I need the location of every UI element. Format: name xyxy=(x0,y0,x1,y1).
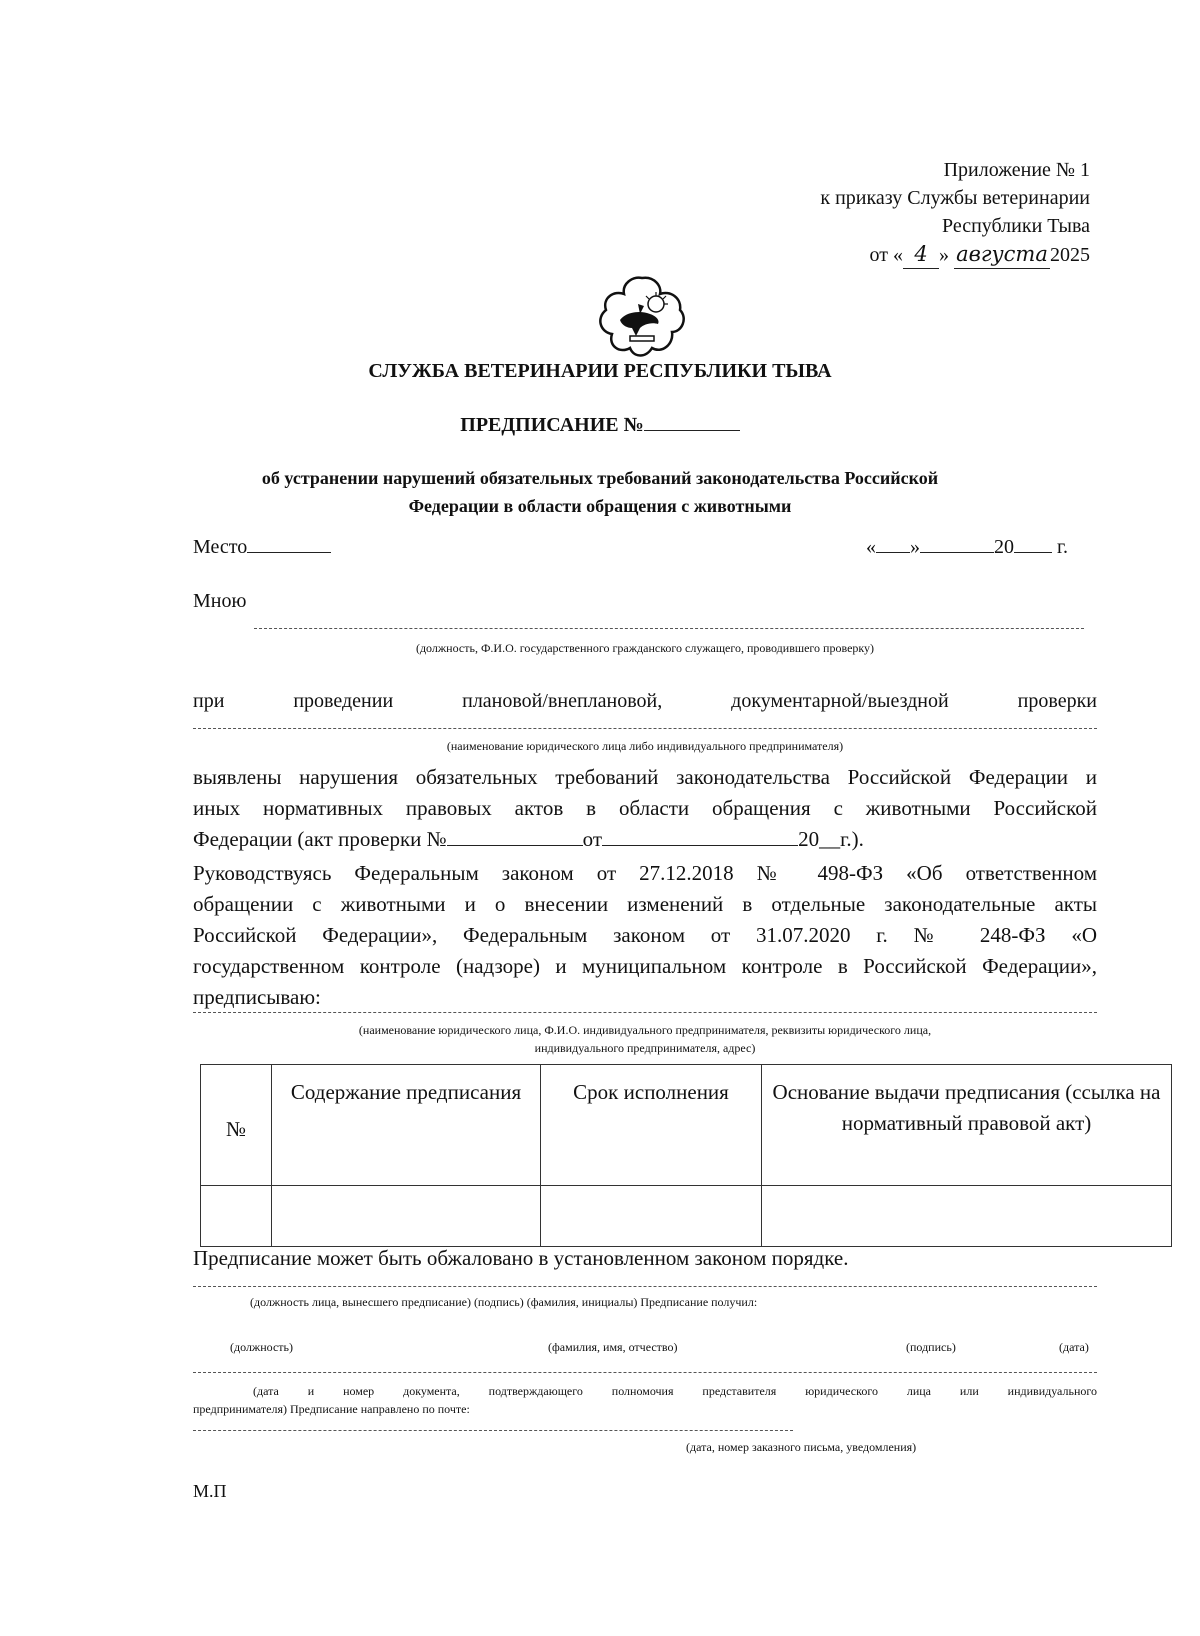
col-deadline-header: Срок исполнения xyxy=(541,1065,762,1186)
requisites-field xyxy=(193,1012,1097,1013)
caption-mail: (дата, номер заказного письма, уведомления) xyxy=(686,1440,917,1454)
place-label: Место xyxy=(193,536,248,558)
col-number-header: № xyxy=(201,1065,272,1186)
recipient-name-label: (фамилия, имя, отчество) xyxy=(548,1340,678,1354)
issuer-field xyxy=(193,1286,1097,1287)
annex-republic: Республики Тыва xyxy=(941,215,1090,237)
recipient-position-label: (должность) xyxy=(230,1340,293,1354)
recipient-field xyxy=(193,1372,1097,1373)
date-month-field xyxy=(920,534,994,553)
doc-number-field xyxy=(644,410,740,431)
date-year-field xyxy=(1014,534,1052,553)
place-row xyxy=(193,534,331,559)
official-field xyxy=(254,628,1084,629)
recipient-date-label: (дата) xyxy=(1059,1340,1089,1354)
annex-date-day: 4 xyxy=(903,240,939,269)
mail-field xyxy=(193,1430,793,1431)
doc-title: ПРЕДПИСАНИЕ № xyxy=(0,410,1200,437)
stamp-place: М.П xyxy=(193,1481,227,1501)
table-row xyxy=(201,1186,1172,1247)
prescription-table xyxy=(200,1064,1172,1247)
annex-date-month: августа xyxy=(954,240,1050,269)
caption-authority: (дата и номер документа, подтверждающего полномочия представителя юридического лица или индивидуального предпринимателя) Предписание направлено по почте: xyxy=(193,1384,1097,1416)
annex-order-ref: к приказу Службы ветеринарии xyxy=(820,187,1090,209)
annex-date-year: 2025 xyxy=(1050,244,1090,266)
table-cell[interactable] xyxy=(762,1186,1172,1247)
by-label: Мною xyxy=(193,590,247,612)
col-basis-header: Основание выдачи предписания (ссылка на нормативный правовой акт) xyxy=(762,1065,1172,1186)
caption-requisites: (наименование юридического лица, Ф.И.О. индивидуального предпринимателя, реквизиты юридического лица, индивидуального предпринимателя, адрес) xyxy=(358,1023,932,1055)
place-field xyxy=(247,534,331,553)
date-day-field xyxy=(876,534,910,553)
recipient-signature-label: (подпись) xyxy=(906,1340,956,1354)
col-content-header: Содержание предписания xyxy=(272,1065,541,1186)
inspection-line: при проведении плановой/внеплановой, документарной/выездной проверки xyxy=(193,690,1097,712)
emblem-tuva-icon xyxy=(596,274,688,360)
annex-number: Приложение № 1 xyxy=(943,159,1090,181)
doc-subtitle: об устранении нарушений обязательных требований законодательства Российской Федерации в области обращения с животными xyxy=(261,468,939,516)
legal-basis-paragraph: Руководствуясь Федеральным законом от 27.12.2018 № 498-ФЗ «Об ответственном обращении с животными и о внесении изменений в отдельные законодательные акты Российской Федерации», Федеральным законом от 31.07.2020 г. № 248-ФЗ «О государственном контроле (надзоре) и муниципальном контроле в Российской Федерации», предписываю: xyxy=(193,861,1097,1009)
table-cell[interactable] xyxy=(541,1186,762,1247)
appeal-note: Предписание может быть обжаловано в установленном законом порядке. xyxy=(193,1246,849,1270)
table-cell[interactable] xyxy=(201,1186,272,1247)
entity-field xyxy=(193,728,1097,729)
date-row: « » 20 г. xyxy=(866,536,1068,558)
caption-issuer: (должность лица, вынесшего предписание) (подпись) (фамилия, инициалы) Предписание получил: xyxy=(250,1295,758,1309)
table-cell[interactable] xyxy=(272,1186,541,1247)
caption-official: (должность, Ф.И.О. государственного гражданского служащего, проводившего проверку) xyxy=(415,641,875,655)
act-date-field xyxy=(602,825,798,846)
act-number-field xyxy=(447,825,583,846)
violations-paragraph: выявлены нарушения обязательных требований законодательства Российской Федерации и иных нормативных правовых актов в области обращения с животными Российской Федерации (акт проверки № от 20__г.). xyxy=(193,765,1097,851)
caption-entity: (наименование юридического лица либо индивидуального предпринимателя) xyxy=(446,739,844,753)
annex-header xyxy=(820,156,1090,269)
annex-date: от « 4 » августа 2025 xyxy=(820,240,1090,269)
table-header-row xyxy=(201,1065,1172,1186)
org-title: СЛУЖБА ВЕТЕРИНАРИИ РЕСПУБЛИКИ ТЫВА xyxy=(368,360,832,382)
